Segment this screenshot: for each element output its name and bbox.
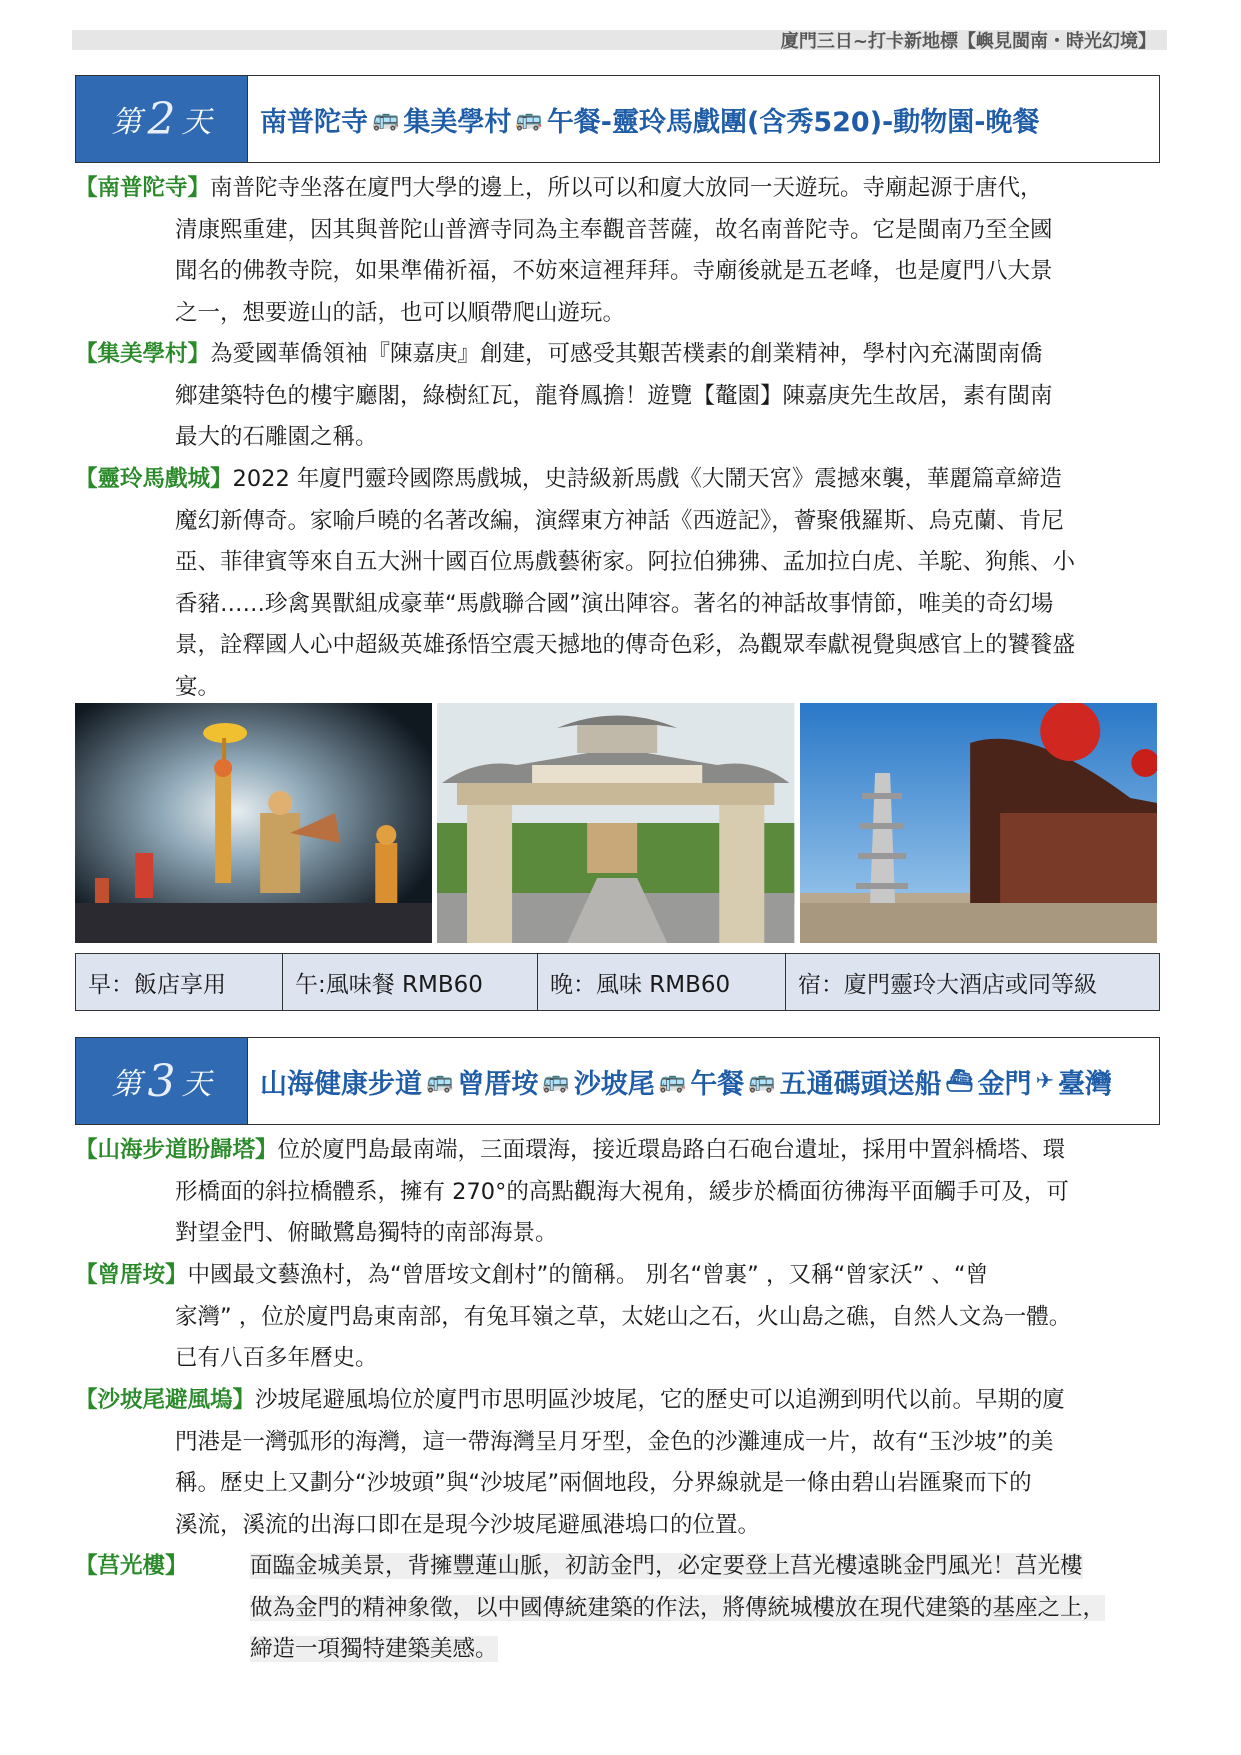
page-header-title: 廈門三日~打卡新地標【嶼見閩南・時光幻境】	[780, 31, 1156, 52]
meal-lunch: 午:風味餐 RMB60	[283, 954, 538, 1011]
photo-strip	[75, 703, 1157, 943]
bus-icon: 🚌	[658, 1068, 687, 1094]
bus-icon: 🚌	[426, 1068, 454, 1094]
airplane-icon: ✈	[1035, 1068, 1054, 1094]
day3-label: 第 3 天	[76, 1038, 248, 1124]
paragraph-nanputuo: 【南普陀寺】南普陀寺坐落在廈門大學的邊上，所以可以和廈大放同一天遊玩。寺廟起源于唐代， 清康熙重建，因其與普陀山普濟寺同為主奉觀音菩薩，故名南普陀寺。它是閩南乃至全國 聞名的佛教寺院，如果準備祈福，不妨來這裡拜拜。寺廟後就是五老峰，也是廈門八大景 之一，想要遊山的話，也可以順帶爬山遊玩。	[75, 175, 1053, 326]
bus-icon: 🚌	[372, 106, 400, 132]
day2-title: 南普陀寺 🚌 集美學村 🚌 午餐-靈玲馬戲團(含秀520)-動物園-晚餐	[260, 106, 1040, 138]
meal-breakfast: 早：飯店享用	[76, 954, 283, 1011]
day3-title: 山海健康步道 🚌 曾厝垵 🚌 沙坡尾 🚌 午餐 🚌 五通碼頭送船 ⛴ 金門 ✈ 臺灣	[260, 1068, 1112, 1100]
paragraph-shapowei: 【沙坡尾避風塢】沙坡尾避風塢位於廈門市思明區沙坡尾，它的歷史可以追溯到明代以前。早期的廈 門港是一灣弧形的海灣，這一帶海灣呈月牙型，金色的沙灘連成一片，故有“玉沙坡”的美 稱。歷史上又劃分“沙坡頭”與“沙坡尾”兩個地段，分界線就是一條由碧山岩匯聚而下的 溪流，溪流的出海口即在是現今沙坡尾避風港塢口的位置。	[75, 1387, 1066, 1538]
meal-dinner: 晚：風味 RMB60	[538, 954, 786, 1011]
paragraph-circus: 【靈玲馬戲城】2022 年廈門靈玲國際馬戲城，史詩級新馬戲《大鬧天宮》震撼來襲，華麗篇章締造 魔幻新傳奇。家喻戶曉的名著改編，演繹東方神話《西遊記》，薈聚俄羅斯、烏克蘭、肯尼 亞、菲律賓等來自五大洲十國百位馬戲藝術家。阿拉伯狒狒、孟加拉白虎、羊駝、狗熊、小 香豬……珍禽異獸組成豪華“馬戲聯合國”演出陣容。著名的神話故事情節，唯美的奇幻場 景，詮釋國人心中超級英雄孫悟空震天撼地的傳奇色彩，為觀眾奉獻視覺與感官上的饕餮盛 宴。	[75, 466, 1076, 700]
day2-label: 第 2 天	[76, 76, 248, 162]
paragraph-juguang-tower: 【莒光樓】 面臨金城美景，背擁豐蓮山脈，初訪金門，必定要登上莒光樓遠眺金門風光！莒光樓 做為金門的精神象徵，以中國傳統建築的作法，將傳統城樓放在現代建築的基座之上， 締造一項獨特建築美感。	[75, 1553, 1106, 1662]
circus-photo	[75, 703, 432, 943]
paragraph-zengcuoan: 【曾厝垵】中國最文藝漁村，為“曾厝垵文創村”的簡稱。 別名“曾裏” ，又稱“曾家沃” 、“曾 家灣” ，位於廈門島東南部，有兔耳嶺之草，太姥山之石，火山島之礁，自然人文為一體。 已有八百多年曆史。	[75, 1262, 1072, 1371]
meal-table	[75, 953, 1160, 1011]
bus-icon: 🚌	[515, 106, 543, 132]
paragraph-jimei: 【集美學村】為愛國華僑領袖『陳嘉庚』創建，可感受其艱苦樸素的創業精神，學村內充滿閩南僑 鄉建築特色的樓宇廳閣，綠樹紅瓦，龍脊鳳擔！遊覽【鼇園】陳嘉庚先生故居，素有閩南 最大的石雕園之稱。	[75, 341, 1053, 450]
day3-header	[75, 1037, 1160, 1125]
bus-icon: 🚌	[542, 1068, 570, 1094]
bus-icon: 🚌	[748, 1068, 776, 1094]
day2-header	[75, 75, 1160, 163]
ship-icon: ⛴	[945, 1068, 974, 1094]
nanputuo-temple-photo	[800, 703, 1157, 943]
jimei-gate-photo	[437, 703, 794, 943]
meal-hotel: 宿：廈門靈玲大酒店或同等級	[786, 954, 1160, 1011]
paragraph-shanhai-trail: 【山海步道盼歸塔】位於廈門島最南端，三面環海，接近環島路白石砲台遺址，採用中置斜橋塔、環 形橋面的斜拉橋體系，擁有 270°的高點觀海大視角，緩步於橋面彷彿海平面觸手可及，可 對望金門、俯瞰鷺島獨特的南部海景。	[75, 1137, 1069, 1246]
